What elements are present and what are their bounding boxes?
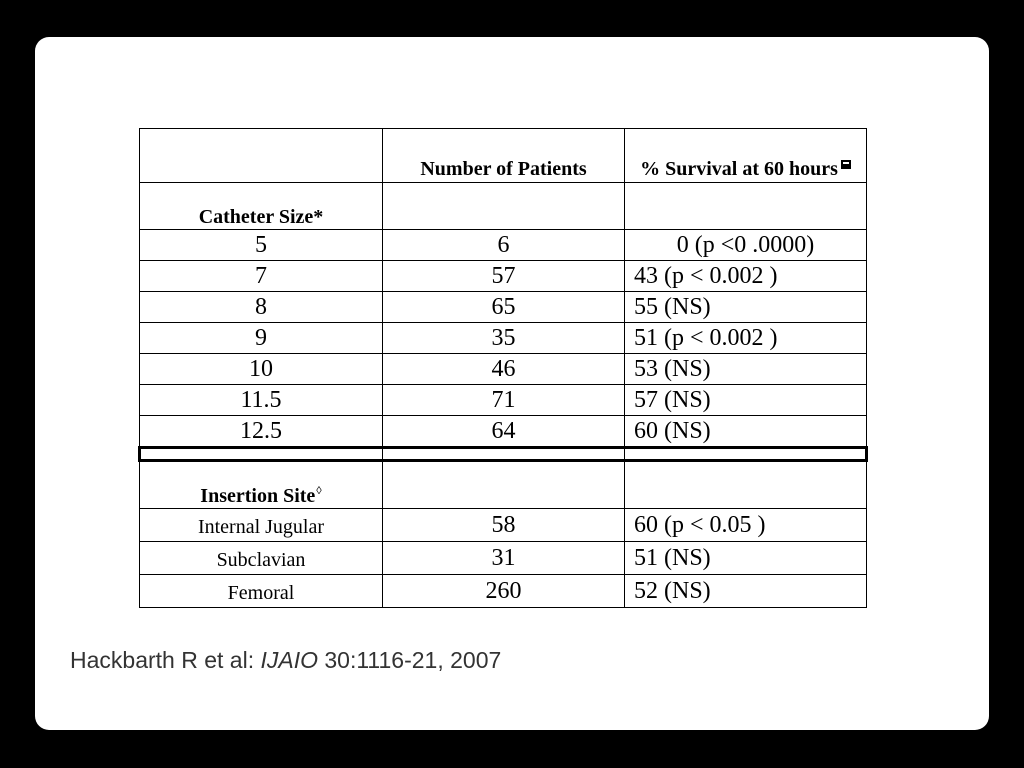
citation-journal: IJAIO [260,647,318,673]
section-label-catheter-size: Catheter Size* [140,183,383,230]
patients-cell: 71 [383,385,625,416]
table-row [140,385,867,416]
table-row [140,323,867,354]
patients-cell: 64 [383,416,625,448]
table-header-row [140,129,867,183]
patients-cell: 6 [383,230,625,261]
survival-cell: 60 (p < 0.05 ) [625,509,867,542]
note-icon [841,160,851,169]
insertion-site-cell: Internal Jugular [140,509,383,542]
catheter-size-cell: 8 [140,292,383,323]
header-survival: % Survival at 60 hours [625,129,867,183]
slide [35,37,989,730]
survival-cell: 60 (NS) [625,416,867,448]
citation [70,647,501,674]
table-row [140,354,867,385]
table-row [140,416,867,448]
header-number-of-patients: Number of Patients [383,129,625,183]
table-row [140,261,867,292]
catheter-size-cell: 7 [140,261,383,292]
survival-cell: 51 (NS) [625,542,867,575]
section-label-insertion-site: Insertion Site◊ [140,461,383,509]
catheter-size-cell: 9 [140,323,383,354]
citation-details: 30:1116-21, 2007 [317,647,502,673]
survival-cell: 52 (NS) [625,575,867,608]
section-divider [140,448,867,461]
insertion-site-cell: Subclavian [140,542,383,575]
patients-cell: 31 [383,542,625,575]
insertion-site-cell: Femoral [140,575,383,608]
survival-cell: 55 (NS) [625,292,867,323]
patients-cell: 57 [383,261,625,292]
catheter-size-cell: 10 [140,354,383,385]
table-row [140,230,867,261]
patients-cell: 46 [383,354,625,385]
survival-cell: 43 (p < 0.002 ) [625,261,867,292]
survival-table [138,128,868,608]
patients-cell: 65 [383,292,625,323]
catheter-size-cell: 11.5 [140,385,383,416]
table-row [140,292,867,323]
catheter-size-cell: 5 [140,230,383,261]
survival-cell: 53 (NS) [625,354,867,385]
patients-cell: 35 [383,323,625,354]
table-row [140,542,867,575]
section-row-insertion-site [140,461,867,509]
survival-cell: 0 (p <0 .0000) [625,230,867,261]
citation-authors: Hackbarth R et al: [70,647,261,673]
patients-cell: 58 [383,509,625,542]
survival-cell: 57 (NS) [625,385,867,416]
table-row [140,575,867,608]
header-empty-cell [140,129,383,183]
survival-cell: 51 (p < 0.002 ) [625,323,867,354]
catheter-size-cell: 12.5 [140,416,383,448]
section-row-catheter-size [140,183,867,230]
footnote-mark: ◊ [316,485,322,497]
patients-cell: 260 [383,575,625,608]
table-row [140,509,867,542]
